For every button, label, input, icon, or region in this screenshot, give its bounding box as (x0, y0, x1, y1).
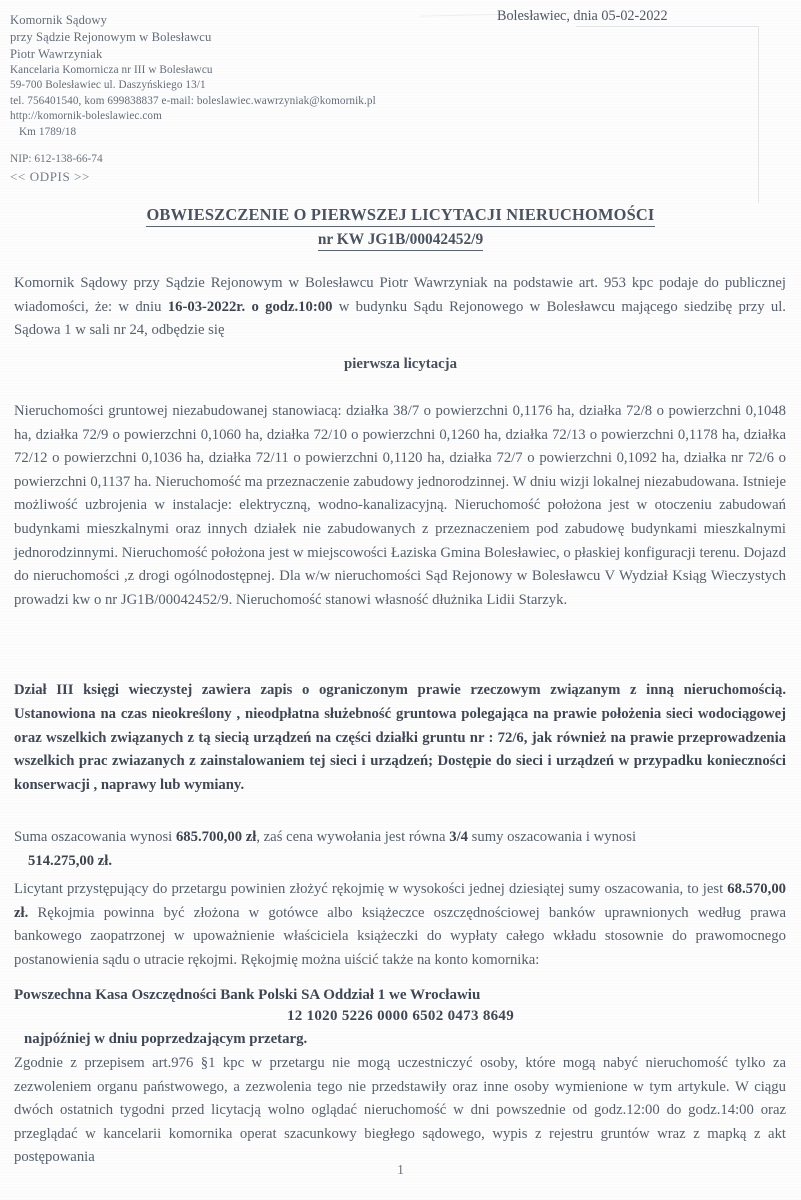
auction-heading: pierwsza licytacja (344, 356, 457, 372)
bailiff-name: Piotr Wawrzyniak (10, 47, 103, 61)
intro-text-part1: Komornik Sądowy przy Sądzie Rejonowym w Bolesławcu Piotr Wawrzyniak na podstawie art. 953 kpc podaje do publicznej wiadomości, że: w dniu (14, 275, 786, 315)
valuation-text-2: , zaś cena wywołania jest równa (256, 829, 450, 845)
copy-marker: << ODPIS >> (10, 169, 90, 184)
bank-account-number: 12 1020 5226 0000 6502 0473 8649 (286, 1008, 515, 1024)
auction-datetime: 16-03-2022r. o godz.10:00 (167, 298, 333, 315)
deposit-text-2: Rękojmia powinna być złożona w gotówce albo książeczce oszczędnościowej banków uprawnionych według prawa bankowego zaopatrzonej w upoważnienie właściciela książeczki do wypłaty całego wkładu stosownie do prawomocnego postanowienia sądu o utracie rękojmi. Rękojmię można uiścić także na konto komornika: (14, 904, 786, 968)
dzial-iii-paragraph: Dział III księgi wieczystej zawiera zapis o ograniczonym prawie rzeczowym związanym z inną nieruchomością. Ustanowiona na czas nieokreślony , nieodpłatna służebność gruntowa polegająca na prawie położenia sieci wodociągowej oraz wszelkich związanych z tą siecią urządzeń na części działki gruntu nr : 72/6, jak również na prawie przeprowadzenia wszelkich prac zwiazanych z zainstalowaniem tej sieci i urządzeń; Dostępie do sieci i urządzeń w przypadku konieczności konserwacji , naprawy lub wymiany. (14, 682, 786, 794)
valuation-text-3: sumy oszacowania i wynosi (468, 829, 637, 845)
page-subtitle: nr KW JG1B/00042452/9 (318, 231, 483, 251)
starting-price: 514.275,00 zł. (28, 852, 113, 869)
deposit-text-1: Licytant przystępujący do przetargu powinien złożyć rękojmię w wysokości jednej dziesiątej sumy oszacowania, to jest (14, 881, 728, 897)
bailiff-address: 59-700 Bolesławiec ul. Daszyńskiego 13/1 (10, 79, 206, 92)
bailiff-role: Komornik Sądowy (10, 13, 107, 27)
deposit-amount: 68.570,00 zł. (14, 881, 786, 921)
scan-edge-artifact (576, 26, 759, 203)
deposit-paragraph (14, 878, 786, 972)
bailiff-court: przy Sądzie Rejonowym w Bolesławcu (10, 30, 212, 44)
bailiff-website: http://komornik-boleslawiec.com (10, 110, 162, 123)
page-number: 1 (397, 1162, 404, 1177)
price-fraction: 3/4 (449, 829, 468, 845)
intro-paragraph (14, 272, 786, 343)
valuation-text-1: Suma oszacowania wynosi (14, 829, 176, 845)
property-description: Nieruchomości gruntowej niezabudowanej stanowiacą: działka 38/7 o powierzchni 0,1176 ha, działka 72/8 o powierzchni 0,1048 ha, działka 72/9 o powierzchni 0,1060 ha, działka 72/10 o powierzchni 0,1260 ha, działka 72/13 o powierzchni 0,1178 ha, działka 72/12 o powierzchni 0,1036 ha, działka 72/11 o powierzchni 0,1120 ha, działka 72/7 o powierzchni 0,1092 ha, działka nr 72/6 o powierzchni 0,1137 ha. Nieruchomość ma przeznaczenie zabudowy jednorodzinnej. W dniu wizji lokalnej niezabudowana. Istnieje możliwość uzbrojenia w instalacje: elektryczną, wodno-kanalizacyjną. Nieruchomość położona jest w otoczeniu zabudowań budynkami mieszkalnymi oraz innych działek nie zabudowanych z przeznaczeniem pod zabudowę budynkami mieszkalnymi jednorodzinnymi. Nieruchomość położona jest w miejscowości Łaziska Gmina Bolesławiec, o płaskiej konfiguracji terenu. Dojazd do nieruchomości ,z drogi ogólnodostępnej. Dla w/w nieruchomości Sąd Rejonowy w Bolesławcu V Wydział Ksiąg Wieczystych prowadzi kw o nr JG1B/00042452/9. Nieruchomość stanowi własność dłużnika Lidii Starzyk. (14, 403, 786, 608)
bank-name: Powszechna Kasa Oszczędności Bank Polski SA Oddział 1 we Wrocławiu (14, 987, 481, 1003)
nip-number: NIP: 612-138-66-74 (10, 153, 103, 165)
place-and-date: Bolesławiec, dnia 05-02-2022 (497, 8, 668, 24)
letterhead (10, 12, 440, 140)
appraisal-sum: 685.700,00 zł (175, 829, 257, 845)
bailiff-contact: tel. 756401540, kom 699838837 e-mail: boleslawiec.wawrzyniak@komornik.pl (10, 94, 376, 107)
bailiff-office: Kancelaria Komornicza nr III w Bolesławcu (10, 64, 213, 76)
payment-deadline-note: najpóźniej w dniu poprzedzającym przetarg. (24, 1031, 308, 1047)
intro-text-part2: w budynku Sądu Rejonowego w Bolesławcu mającego siedzibę przy ul. Sądowa 1 w sali nr 24, odbędzie się (14, 298, 786, 339)
legal-note-paragraph: Zgodnie z przepisem art.976 §1 kpc w przetargu nie mogą uczestniczyć osoby, które mogą nabyć nieruchomość tylko za zezwoleniem organu państwowego, a zezwolenia tego nie przedstawiły oraz inne osoby wymienione w tym artykule. W ciągu dwóch ostatnich tygodni przed licytacją wolno oglądać nieruchomość w dni powszednie od godz.12:00 do godz.14:00 oraz przeglądać w kancelarii komornika operat szacunkowy biegłego sądowego, wypis z rejestru gruntów wraz z mapką z akt postępowania (14, 1055, 786, 1166)
nip-block (10, 150, 103, 186)
page-title-wrap (0, 205, 801, 227)
case-number: Km 1789/18 (19, 125, 77, 138)
page-subtitle-wrap (0, 231, 801, 251)
page-title: OBWIESZCZENIE O PIERWSZEJ LICYTACJI NIERUCHOMOŚCI (146, 205, 654, 227)
valuation-paragraph (14, 826, 786, 873)
